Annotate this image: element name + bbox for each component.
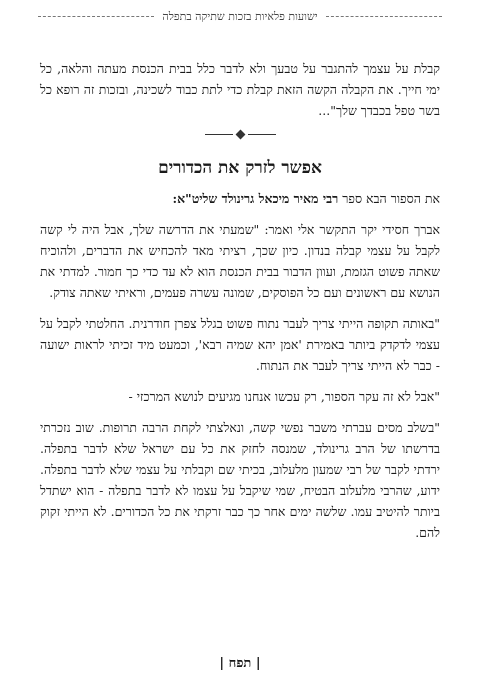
running-header-title: ישועות פלאיות בזכות שתיקה בתפלה bbox=[162, 10, 318, 23]
section-divider-ornament bbox=[40, 131, 440, 138]
divider-line bbox=[205, 134, 233, 135]
page-number: | תפח | bbox=[219, 656, 261, 671]
story-paragraph-1: אברך חסידי יקר התקשר אלי ואמר: "שמעתי את הדרשה שלך, אבל היה לי קשה לקבל על עצמי קבלה בנדון. כיון שכך, רציתי מאד להכחיש את הדברים, ולהוכיח שאתה פשוט הגזמת, ועוון הדבור בבית הכנסת הוא לא עד כדי כך חמור. למדתי את הנושא עם ראשונים ועם כל הפוסקים, שמונה עשרה פעמים, וראיתי שאתה צודק. bbox=[40, 222, 440, 300]
story-paragraph-3: "אבל לא זה עקר הספור, רק עכשו אנחנו מגיעים לנושא המרכזי - bbox=[128, 389, 440, 404]
section-title: אפשר לזרק את הכדורים bbox=[158, 158, 322, 178]
subtitle-prefix: את הספור הבא ספר bbox=[342, 191, 440, 206]
story-paragraph-4: "בשלב מסים עברתי משבר נפשי קשה, ונאלצתי לקחת הרבה תרופות. שוב נזכרתי בדרשתו של הרב גרינולד, שמנסה לחזק את כל עם ישראל שלא לדבר בתפלה. ירדתי לקבר של רבי שמעון מלעלוב, בכיתי שם וקבלתי על עצמי שלא לדבר בתפלה. ידוע, שהרבי מלעלוב הבטיח, שמי שיקבל על עצמו לא לדבר בתפלה - הוא ישתדל ביותר להיטיב עמו. שלשה ימים אחר כך כבר זרקתי את כל הכדורים. לא הייתי זקוק להם. bbox=[40, 420, 440, 540]
story-paragraph-2: "באותה תקופה הייתי צריך לעבר נתוח פשוט בגלל צפרן חודרנית. החלטתי לקבל על עצמי לדקדק ביותר באמירת 'אמן יהא שמיה רבא', וכמעט מיד זכיתי לראות ישועה - כבר לא הייתי צריך לעבר את הנתוח. bbox=[40, 316, 440, 373]
section-subtitle bbox=[40, 188, 440, 209]
header-dashed-rule bbox=[326, 16, 442, 17]
subtitle-author: רבי מאיר מיכאל גרינולד שליט"א: bbox=[172, 191, 339, 206]
header-dashed-rule bbox=[38, 16, 154, 17]
diamond-ornament-icon bbox=[235, 130, 245, 140]
running-header bbox=[38, 10, 442, 23]
intro-paragraph: קבלת על עצמך להתגבר על טבעך ולא לדבר כלל בבית הכנסת מעתה והלאה, כל ימי חייך. את הקבלה הקשה הזאת קבלת כדי לתת כבוד לשכינה, ובזכות זה רופא כל בשר טפל בכבדך שלך"... bbox=[40, 61, 440, 118]
divider-line bbox=[248, 134, 276, 135]
page-body bbox=[40, 58, 440, 553]
